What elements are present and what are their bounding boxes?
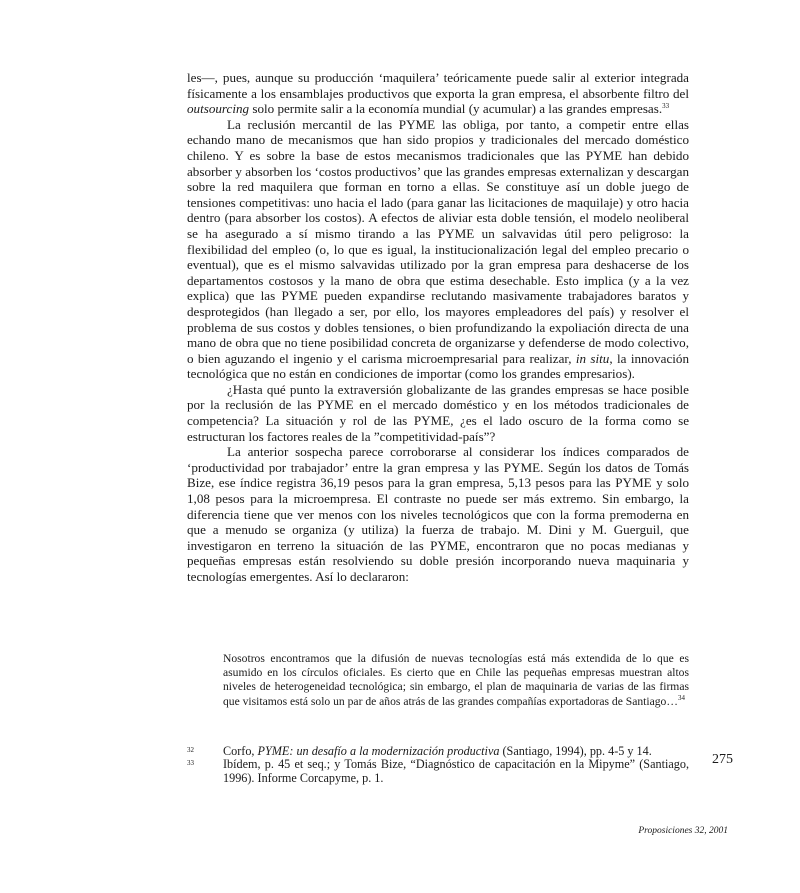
text-run: La reclusión mercantil de las PYME las obliga, por tanto, a competir entre ellas echando mano de mecanismos que han sido propios y tradicionales del mercado doméstico chileno. Y es sobre la base de estos mecanismos tradicionales que las PYME han debido absorber y absorben los ‘costos productivos’ que las grandes empresas externalizan y descargan sobre la red maquilera que forman en torno a ellas. Se constituye así un doble juego de tensiones competitivas: uno hacia el lado (para ganar las licitaciones de maquilaje) y otro hacia dentro (para absorber los costos). A efectos de aliviar esta doble tensión, el modelo neoliberal se ha asegurado a sí mismo tirando a las PYME un salvavidas útil pero peligroso: la flexibilidad del empleo (o, lo que es igual, la institucionalización legal del empleo precario o eventual), que es el mismo salvavidas utilizado por la gran empresa para deshacerse de los departamentos costosos y la mano de obra que estima desechable. Esto implica (y a la vez explica) que las PYME pueden expandirse reclutando masivamente trabajadores baratos y desprotegidos (han llegado a ser, por ello, los mayores empleadores del país) y resolver el problema de sus costos y dobles tensiones, o bien profundizando la expoliación directa de una mano de obra que no tiene posibilidad concreta de organizarse y defenderse de modo colectivo, o bien aguzando el ingenio y el carisma microempresarial para realizar,	[187, 116, 689, 366]
running-footer: Proposiciones 32, 2001	[638, 826, 728, 836]
block-quote	[223, 652, 689, 709]
italic-term: in situ	[575, 350, 610, 366]
text-run: Ibídem, p. 45 et seq.; y Tomás Bize, “Diagnóstico de capacitación en la Mipyme” (Santiago, 1996). Informe Corcapyme, p. 1.	[223, 757, 689, 785]
text-run: , la innovación tecnológica que no están en condiciones de importar (como los grandes empresarios).	[187, 350, 689, 382]
text-run: Nosotros encontramos que la difusión de nuevas tecnologías está más extendida de lo que es asumido en los círculos oficiales. Es cierto que en Chile las pequeñas empresas muestran altos niveles de heterogeneidad tecnológica; sin embargo, el plan de maquinaria de varias de las firmas que visitamos está solo un par de años atrás de las grandes compañías exportadoras de Santiago…	[223, 652, 689, 708]
paragraph	[187, 70, 689, 117]
page-number: 275	[712, 752, 733, 767]
footnote-ref[interactable]: 33	[662, 102, 670, 111]
body-text	[187, 70, 689, 585]
footnote	[187, 758, 689, 785]
text-run: Corfo,	[223, 744, 258, 758]
italic-title: PYME: un desafío a la modernización productiva	[257, 744, 500, 758]
paragraph	[187, 382, 689, 444]
paragraph	[187, 444, 689, 584]
italic-term: outsourcing	[187, 101, 250, 117]
footnote-number: 32	[187, 746, 194, 754]
text-run: La anterior sospecha parece corroborarse al considerar los índices comparados de ‘productividad por trabajador’ entre la gran empresa y las PYME. Según los datos de Tomás Bize, ese índice registra 36,19 pesos para la gran empresa, 5,13 pesos para las PYME y solo 1,08 pesos para la microempresa. El contraste no puede ser más extremo. Sin embargo, la diferencia tiene que ver menos con los niveles tecnológicos que con la forma premoderna en que a menudo se organiza (y utiliza) la fuerza de trabajo. M. Dini y M. Guerguil, que investigaron en terreno la situación de las PYME, encontraron que no pocas medianas y pequeñas empresas están resolviendo su doble presión incorporando nueva maquinaria y tecnologías emergentes. Así lo declararon:	[187, 444, 689, 584]
quote-text	[223, 652, 689, 709]
footnotes	[187, 745, 689, 785]
text-run: solo permite salir a la economía mundial (y acumular) a las grandes empresas.	[249, 101, 663, 117]
footnote-number: 33	[187, 759, 194, 768]
text-run: ¿Hasta qué punto la extraversión globalizante de las grandes empresas se hace posible por la reclusión de las PYME en el mercado doméstico y en los métodos tradicionales de competencia? La situación y rol de las PYME, ¿es el lado oscuro de la forma como se estructuran los factores reales de la ”competitividad-país”?	[187, 381, 689, 444]
text-run: les—, pues, aunque su producción ‘maquilera’ teóricamente puede salir al exterior integrada físicamente a los ensamblajes productivos que exporta la gran empresa, el absorbente filtro del	[187, 70, 689, 101]
footnote	[187, 745, 689, 758]
footnote-ref[interactable]: 34	[677, 693, 685, 702]
paragraph	[187, 117, 689, 382]
text-run: (Santiago, 1994), pp. 4-5 y 14.	[499, 744, 652, 758]
